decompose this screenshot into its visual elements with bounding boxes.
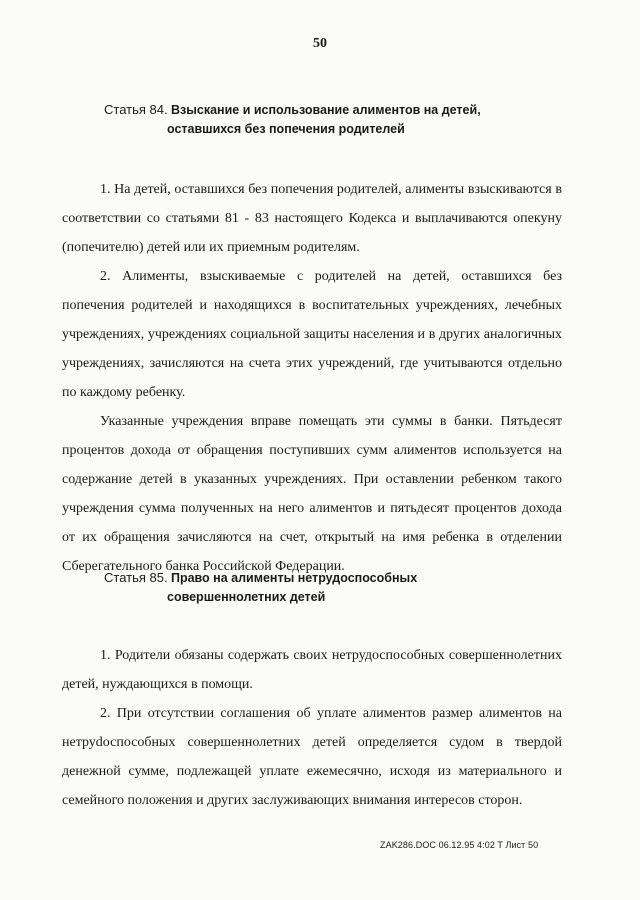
paragraph: 1. На детей, оставшихся без попечения родителей, алименты взыскиваются в соответствии со статьями 81 - 83 настоящего Кодекса и выплачиваются опекуну (попечителю) детей или их приемным родителям. [62,182,562,255]
document-footer: ZAK286.DOC 06.12.95 4:02 T Лист 50 [380,840,539,850]
article-heading [104,100,640,139]
article-number: Статья 84. [104,102,168,117]
article-title-line1: Взыскание и использование алиментов на детей, [170,103,481,117]
paragraph: 1. Родители обязаны содержать своих нетрудоспособных совершеннолетних детей, нуждающихся в помощи. [62,648,562,692]
page-number: 50 [313,36,327,51]
paragraph: Указанные учреждения вправе помещать эти суммы в банки. Пятьдесят процентов дохода от обращения поступивших сумм алиментов используется на содержание детей в указанных учреждениях. При оставлении ребенком такого учреждения сумма полученных на него алиментов и пятьдесят процентов дохода от их обращения зачисляются на счет, открытый на имя ребенка в отделении Сберегательного банка Российской Федерации. [62,414,562,574]
article-85 [0,568,640,815]
article-number: Статья 85. [104,570,168,585]
article-title-line2: совершеннолетних детей [167,590,326,604]
article-body [62,641,562,815]
article-title-line1: Право на алименты нетрудоспособных [170,571,418,585]
paragraph: 2. При отсутствии соглашения об уплате алиментов размер алиментов на нетруdоспособных совершеннолетних детей определяется судом в твердой денежной сумме, подлежащей уплате ежемесячно, исходя из материального и семейного положения и других заслуживающих внимания интересов сторон. [62,706,562,808]
article-body [62,175,562,581]
paragraph: 2. Алименты, взыскиваемые с родителей на детей, оставшихся без попечения родителей и находящихся в воспитательных учреждениях, лечебных учреждениях, учреждениях социальной защиты населения и в других аналогичных учреждениях, зачисляются на счета этих учреждений, где учитываются отдельно по каждому ребенку. [62,269,562,400]
article-title-line2: оставшихся без попечения родителей [167,122,405,136]
article-heading [104,568,640,607]
article-84 [0,100,640,581]
